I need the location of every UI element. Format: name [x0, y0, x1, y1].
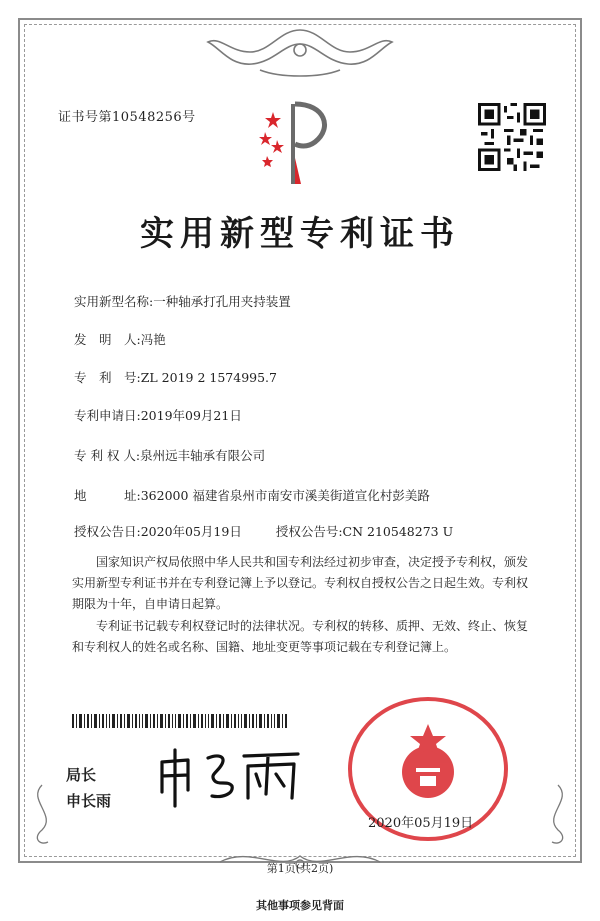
field-value: 2019年09月21日 — [140, 408, 242, 423]
field-value-grant-number: CN 210548273 U — [342, 524, 454, 539]
seal-date: 2020年05月19日 — [368, 816, 474, 831]
director-title: 局长 — [66, 766, 97, 784]
barcode-icon — [72, 714, 288, 728]
field-label: 发 明 人: — [74, 332, 141, 347]
footer-note: 其他事项参见背面 — [256, 899, 344, 912]
director-name: 申长雨 — [66, 792, 112, 810]
field-label: 专 利 号: — [74, 370, 141, 385]
field-label-grant-number: 授权公告号: — [275, 524, 343, 539]
certificate-number: 证书号第10548256号 — [58, 110, 196, 125]
handwritten-signature-icon — [148, 740, 308, 810]
field-label: 地 址: — [74, 488, 141, 503]
cnipa-logo-icon — [255, 98, 335, 188]
field-inventor — [74, 330, 166, 348]
field-address — [74, 486, 430, 504]
field-patentee — [74, 446, 265, 464]
field-label: 专 利 权 人: — [74, 448, 141, 463]
left-side-ornament — [22, 780, 62, 850]
field-value: 362000 福建省泉州市南安市溪美街道宣化村彭美路 — [140, 488, 430, 503]
field-label: 实用新型名称: — [74, 294, 154, 309]
qr-code-icon — [478, 103, 546, 171]
field-value: 冯艳 — [140, 332, 166, 347]
body-paragraph-2: 专利证书记载专利权登记时的法律状况。专利权的转移、质押、无效、终止、恢复和专利权人的姓名或名称、国籍、地址变更等事项记载在专利登记簿上。 — [72, 619, 529, 654]
certificate-title: 实用新型专利证书 — [140, 214, 460, 254]
field-patent-number — [74, 368, 277, 386]
page-number: 第1页(共2页) — [266, 862, 334, 875]
field-label: 授权公告日: — [74, 524, 141, 539]
field-value: 泉州远丰轴承有限公司 — [140, 448, 266, 463]
field-value: 一种轴承打孔用夹持装置 — [153, 294, 291, 309]
body-paragraph-1: 国家知识产权局依照中华人民共和国专利法经过初步审查，决定授予专利权，颁发实用新型专利证书并在专利登记簿上予以登记。专利权自授权公告之日起生效。专利权期限为十年，自申请日起算。 — [72, 555, 529, 611]
field-application-date — [74, 406, 242, 424]
right-side-ornament — [538, 780, 578, 850]
field-label: 专利申请日: — [74, 408, 141, 423]
field-value: 2020年05月19日 — [140, 524, 242, 539]
field-utility-model-name — [74, 292, 291, 310]
top-ornament — [200, 22, 400, 82]
field-value: ZL 2019 2 1574995.7 — [140, 370, 277, 385]
field-grant-date — [74, 522, 453, 540]
